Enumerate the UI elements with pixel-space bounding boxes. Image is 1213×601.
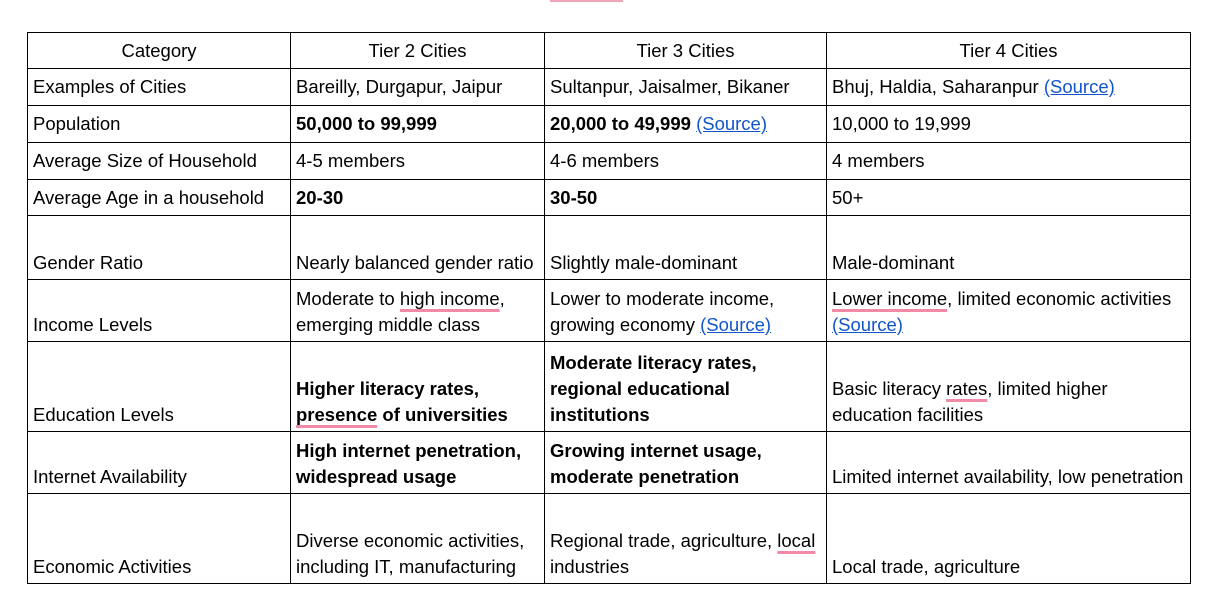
source-link[interactable]: (Source) bbox=[700, 314, 772, 335]
source-link[interactable]: (Source) bbox=[696, 113, 768, 134]
header-category: Category bbox=[28, 33, 291, 69]
row-label: Internet Availability bbox=[28, 432, 291, 494]
cell-text: Lower to moderate income, growing economy bbox=[550, 288, 775, 335]
cell-tier2: Diverse economic activities, including IT, manufacturing bbox=[291, 494, 545, 584]
cell-text: Bhuj, Haldia, Saharanpur bbox=[832, 76, 1044, 97]
row-label: Economic Activities bbox=[28, 494, 291, 584]
cell-tier4 bbox=[827, 69, 1191, 106]
row-label: Population bbox=[28, 106, 291, 143]
cell-text: , limited economic activities bbox=[947, 288, 1172, 309]
cell-tier4 bbox=[827, 280, 1191, 342]
cell-tier3: Moderate literacy rates, regional educational institutions bbox=[545, 342, 827, 432]
table-row-examples bbox=[28, 69, 1191, 106]
row-label: Income Levels bbox=[28, 280, 291, 342]
cell-tier2: 20-30 bbox=[291, 180, 545, 216]
spellcheck-word[interactable]: high income bbox=[399, 288, 500, 309]
cell-tier3: Sultanpur, Jaisalmer, Bikaner bbox=[545, 69, 827, 106]
cell-tier4: Male-dominant bbox=[827, 216, 1191, 280]
table-row-household-size bbox=[28, 143, 1191, 180]
cell-text: , limited higher education facilities bbox=[832, 378, 1108, 425]
header-tier2: Tier 2 Cities bbox=[291, 33, 545, 69]
cell-tier4: Local trade, agriculture bbox=[827, 494, 1191, 584]
cell-text: Higher literacy rates, bbox=[296, 378, 480, 399]
table-row-income bbox=[28, 280, 1191, 342]
cell-tier3 bbox=[545, 280, 827, 342]
table-row-internet bbox=[28, 432, 1191, 494]
cell-tier2: 50,000 to 99,999 bbox=[291, 106, 545, 143]
row-label: Examples of Cities bbox=[28, 69, 291, 106]
cell-tier2 bbox=[291, 342, 545, 432]
row-label: Gender Ratio bbox=[28, 216, 291, 280]
cell-text: 20,000 to 49,999 bbox=[550, 113, 691, 134]
cell-tier2 bbox=[291, 280, 545, 342]
row-label: Average Size of Household bbox=[28, 143, 291, 180]
source-link[interactable]: (Source) bbox=[832, 314, 903, 335]
header-tier3: Tier 3 Cities bbox=[545, 33, 827, 69]
cell-tier2: Bareilly, Durgapur, Jaipur bbox=[291, 69, 545, 106]
table-row-education bbox=[28, 342, 1191, 432]
cell-text: , emerging middle class bbox=[296, 288, 505, 335]
row-label: Education Levels bbox=[28, 342, 291, 432]
cell-tier2: High internet penetration, widespread usage bbox=[291, 432, 545, 494]
cell-tier3 bbox=[545, 106, 827, 143]
cell-tier4 bbox=[827, 342, 1191, 432]
cell-tier2: Nearly balanced gender ratio bbox=[291, 216, 545, 280]
cell-tier3: 4-6 members bbox=[545, 143, 827, 180]
table-row-economic bbox=[28, 494, 1191, 584]
cell-text: industries bbox=[550, 556, 630, 577]
table-row-population bbox=[28, 106, 1191, 143]
spellcheck-mark-top bbox=[550, 0, 623, 2]
table-row-household-age bbox=[28, 180, 1191, 216]
cell-tier4: 10,000 to 19,999 bbox=[827, 106, 1191, 143]
row-label: Average Age in a household bbox=[28, 180, 291, 216]
table-row-gender-ratio bbox=[28, 216, 1191, 280]
spellcheck-word[interactable]: rates bbox=[946, 378, 988, 399]
spellcheck-word[interactable]: presence bbox=[296, 404, 378, 425]
cell-text: Moderate to bbox=[296, 288, 400, 309]
spellcheck-word[interactable]: local bbox=[777, 530, 816, 551]
cell-tier3: Slightly male-dominant bbox=[545, 216, 827, 280]
cell-tier3: Growing internet usage, moderate penetration bbox=[545, 432, 827, 494]
cell-tier4: 4 members bbox=[827, 143, 1191, 180]
cell-tier3 bbox=[545, 494, 827, 584]
cell-text: Regional trade, agriculture, bbox=[550, 530, 778, 551]
cell-text: Basic literacy bbox=[832, 378, 947, 399]
cell-text: of universities bbox=[377, 404, 508, 425]
cell-tier3: 30-50 bbox=[545, 180, 827, 216]
header-tier4: Tier 4 Cities bbox=[827, 33, 1191, 69]
tier-cities-table bbox=[27, 32, 1191, 584]
spellcheck-word[interactable]: Lower income bbox=[832, 288, 948, 309]
cell-tier4: Limited internet availability, low penetration bbox=[827, 432, 1191, 494]
table-header-row bbox=[28, 33, 1191, 69]
cell-tier4: 50+ bbox=[827, 180, 1191, 216]
source-link[interactable]: (Source) bbox=[1043, 76, 1115, 97]
cell-tier2: 4-5 members bbox=[291, 143, 545, 180]
